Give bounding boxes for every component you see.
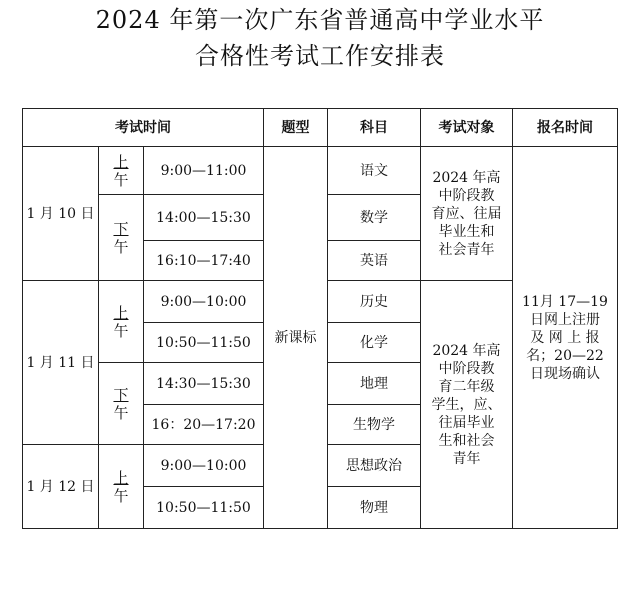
session-char: 上: [113, 468, 129, 487]
time-slot: 9:00—10:00: [144, 445, 264, 487]
subject-cell: 物理: [328, 487, 421, 529]
subject-cell: 思想政治: [328, 445, 421, 487]
session-pm: [99, 363, 144, 445]
header-exam-target: 考试对象: [421, 109, 513, 147]
date-cell: 1 月 10 日: [23, 147, 99, 281]
session-char: 下: [113, 385, 129, 404]
header-subject: 科目: [328, 109, 421, 147]
session-char: 午: [113, 486, 129, 505]
target-line: 中阶段教: [438, 187, 495, 204]
target-line: 育应、往届: [431, 205, 502, 222]
session-char: 午: [113, 170, 129, 189]
session-am: [99, 281, 144, 363]
header-question-type: 题型: [264, 109, 328, 147]
target-line: 毕业生和: [438, 223, 495, 240]
schedule-table: [22, 108, 618, 529]
session-char: 下: [113, 219, 129, 238]
session-char: 午: [113, 237, 129, 256]
target-line: 育二年级: [438, 378, 495, 395]
subject-cell: 生物学: [328, 405, 421, 445]
date-cell: 1 月 12 日: [23, 445, 99, 529]
target-line: 中阶段教: [438, 360, 495, 377]
session-am: [99, 147, 144, 195]
time-slot: 10:50—11:50: [144, 323, 264, 363]
registration-line: 11月 17—19: [522, 293, 608, 310]
subject-cell: 英语: [328, 241, 421, 281]
target-line: 往届毕业: [438, 414, 495, 431]
session-char: 午: [113, 321, 129, 340]
date-cell: 1 月 11 日: [23, 281, 99, 445]
subject-cell: 数学: [328, 195, 421, 241]
target-line: 生和社会: [438, 432, 495, 449]
page-title-line2: 合格性考试工作安排表: [195, 42, 445, 70]
time-slot: 9:00—11:00: [144, 147, 264, 195]
registration-line: 日现场确认: [530, 365, 600, 382]
target-line: 社会青年: [438, 241, 495, 258]
session-am: [99, 445, 144, 529]
question-type-cell: 新课标: [264, 147, 328, 529]
subject-cell: 化学: [328, 323, 421, 363]
session-pm: [99, 195, 144, 281]
registration-line: 日网上注册: [530, 311, 600, 328]
registration-line: 及 网 上 报: [530, 329, 600, 346]
target-cell: [421, 281, 513, 529]
session-char: 上: [113, 303, 129, 322]
time-slot: 16:10—17:40: [144, 241, 264, 281]
registration-cell: [513, 147, 618, 529]
time-slot: 14:00—15:30: [144, 195, 264, 241]
time-slot: 9:00—10:00: [144, 281, 264, 323]
target-line: 青年: [452, 450, 481, 467]
target-line: 2024 年高: [432, 169, 501, 186]
subject-cell: 历史: [328, 281, 421, 323]
target-cell: [421, 147, 513, 281]
table-row: [23, 147, 618, 195]
subject-cell: 语文: [328, 147, 421, 195]
header-row: [23, 109, 618, 147]
page-title-line1: 2024 年第一次广东省普通高中学业水平: [95, 6, 545, 34]
time-slot: 10:50—11:50: [144, 487, 264, 529]
time-slot: 16：20—17:20: [144, 405, 264, 445]
session-char: 午: [113, 403, 129, 422]
target-line: 学生，应、: [431, 396, 502, 413]
session-char: 上: [113, 152, 129, 171]
target-line: 2024 年高: [432, 342, 501, 359]
header-registration-time: 报名时间: [513, 109, 618, 147]
registration-line: 名；20—22: [526, 347, 604, 364]
time-slot: 14:30—15:30: [144, 363, 264, 405]
subject-cell: 地理: [328, 363, 421, 405]
header-exam-time: 考试时间: [23, 109, 264, 147]
